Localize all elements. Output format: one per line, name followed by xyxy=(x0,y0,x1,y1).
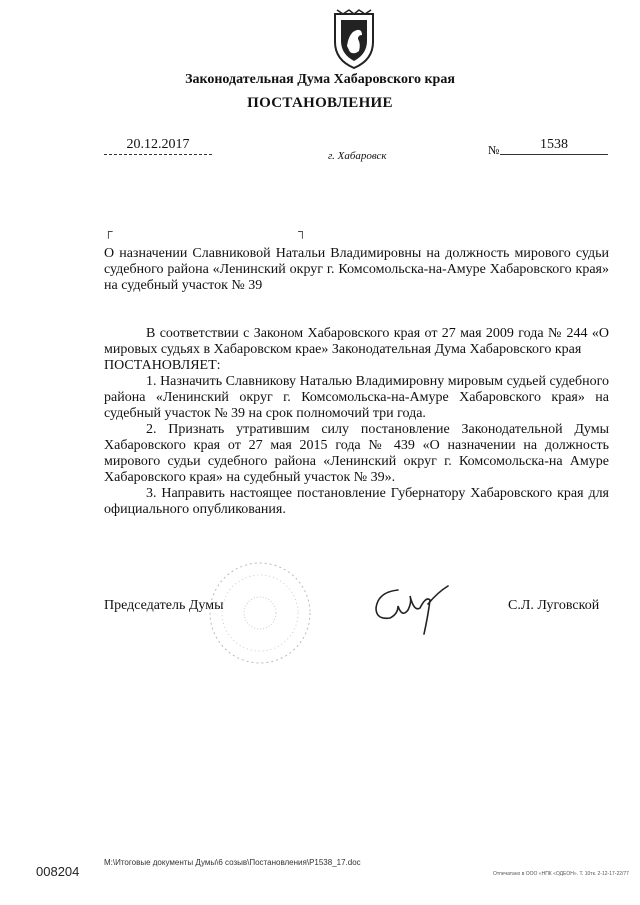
corner-mark-left: ┌ xyxy=(104,224,113,238)
footer-document-number: 008204 xyxy=(36,864,80,879)
footer-print-note: Отпечатано в ООО «НПК «ОДЕОН». Т. 10тк. 2-12-17-22/77 xyxy=(493,871,629,877)
document-number: 1538 xyxy=(500,137,608,155)
document-body xyxy=(104,326,609,518)
document-date: 20.12.2017 xyxy=(104,137,212,155)
document-subject: О назначении Славниковой Натальи Владимировны на должность мирового судьи судебного района «Ленинский округ г. Комсомольска-на-Амуре Хабаровского края» на судебный участок № 39 xyxy=(104,246,609,293)
coat-of-arms-emblem xyxy=(331,8,377,70)
preamble-paragraph: В соответствии с Законом Хабаровского края от 27 мая 2009 года № 244 «О мировых судьях в Хабаровском крае» Законодательная Дума Хабаровского края xyxy=(104,326,609,357)
footer-file-path: М:\Итоговые документы Думы\6 созыв\Постановления\Р1538_17.doc xyxy=(104,858,361,867)
corner-mark-right: ┐ xyxy=(298,224,307,238)
organization-name: Законодательная Дума Хабаровского края xyxy=(185,72,455,87)
signatory-name: С.Л. Луговской xyxy=(508,598,600,613)
document-type: ПОСТАНОВЛЕНИЕ xyxy=(247,95,393,111)
decree-item: 2. Признать утратившим силу постановление Законодательной Думы Хабаровского края от 27 мая 2015 года № 439 «О назначении на должность мирового судьи судебного района «Ленинский округ г. Комсомольска-на Амуре Хабаровского края» на судебный участок № 39». xyxy=(104,422,609,485)
handwritten-signature xyxy=(368,578,468,640)
decree-item: 1. Назначить Славникову Наталью Владимировну мировым судьей судебного района «Ленинский округ г. Комсомольска-на-Амуре Хабаровского края» на судебный участок № 39 на срок полномочий три года. xyxy=(104,374,609,421)
number-sign: № xyxy=(488,143,500,157)
signatory-title: Председатель Думы xyxy=(104,598,224,613)
decree-item: 3. Направить настоящее постановление Губернатору Хабаровского края для официального опубликования. xyxy=(104,486,609,517)
decree-word: ПОСТАНОВЛЯЕТ: xyxy=(104,358,221,373)
document-city: г. Хабаровск xyxy=(328,150,387,162)
